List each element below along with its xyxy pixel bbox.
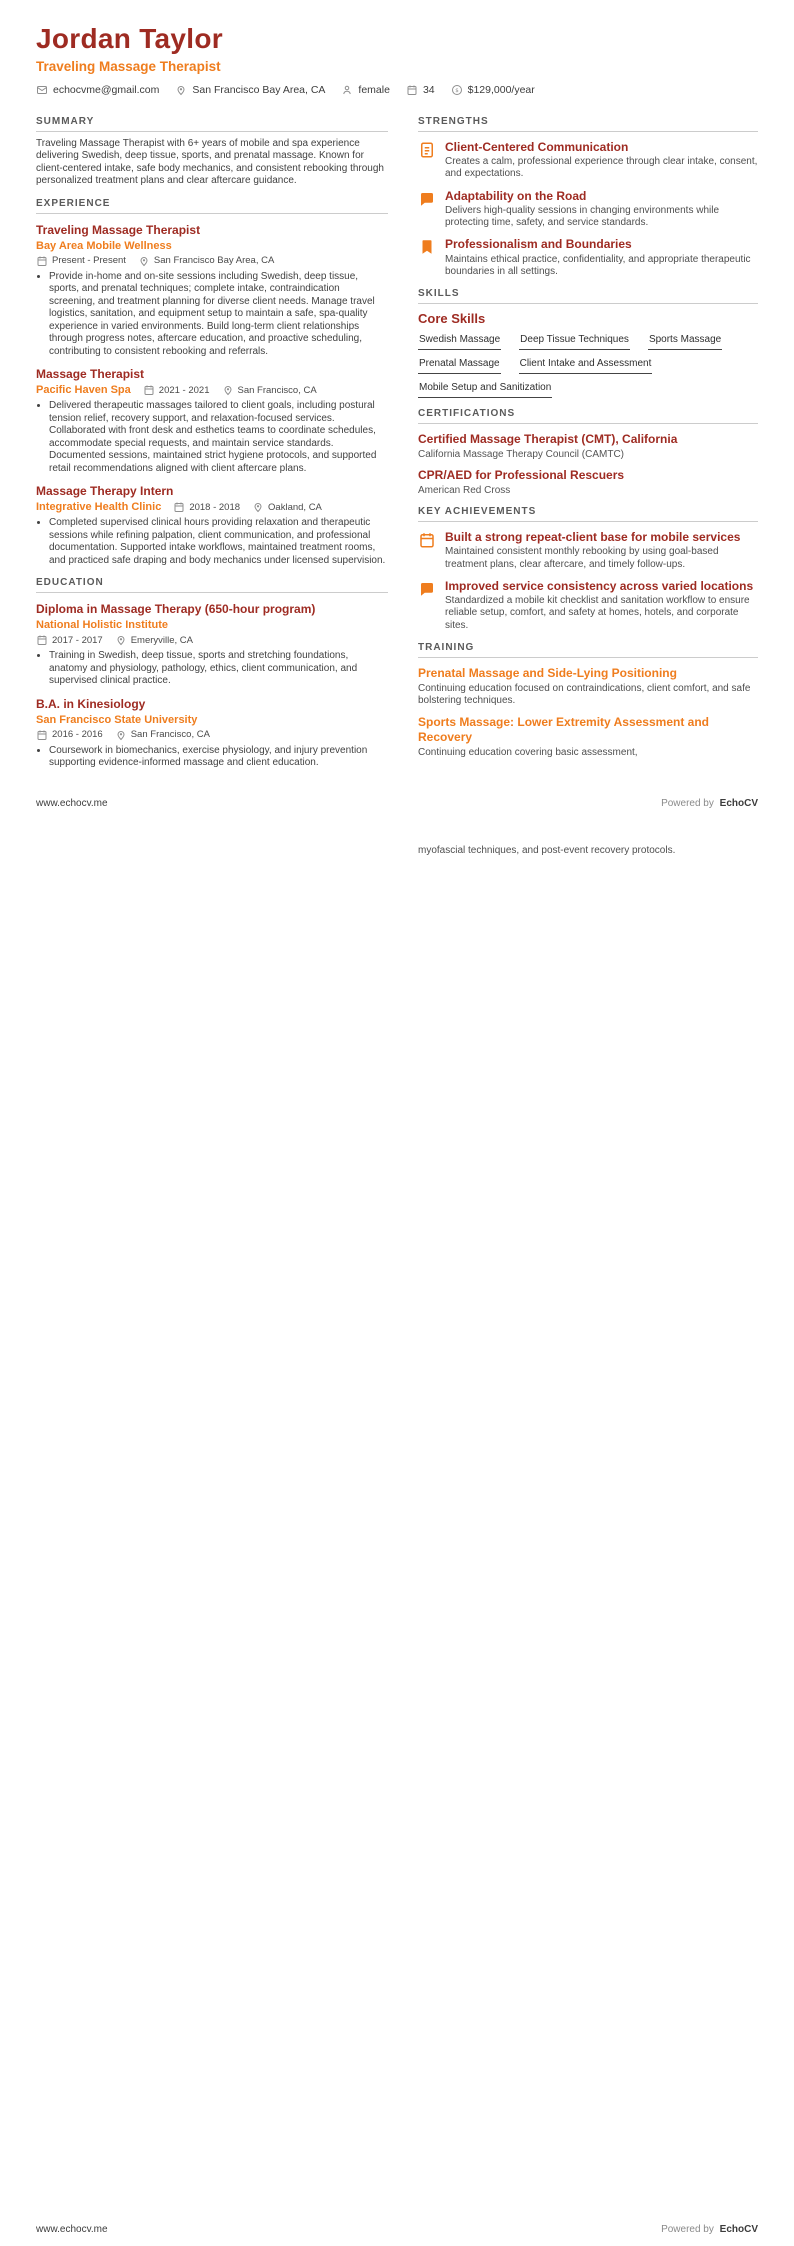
- candidate-title: Traveling Massage Therapist: [36, 58, 221, 74]
- certifications-heading: CERTIFICATIONS: [418, 408, 758, 424]
- certification-issuer: American Red Cross: [418, 485, 511, 497]
- experience-item: [36, 367, 388, 475]
- skills-group-title: Core Skills: [418, 311, 486, 327]
- calendar-icon: [406, 84, 418, 96]
- company-name: Bay Area Mobile Wellness: [36, 239, 172, 252]
- strength-desc: Creates a calm, professional experience through clear intake, consent, and expectations.: [445, 156, 758, 180]
- location-pin-icon: [138, 255, 150, 267]
- contact-salary-text: $129,000/year: [467, 83, 535, 96]
- degree-title: B.A. in Kinesiology: [36, 696, 146, 711]
- experience-heading: EXPERIENCE: [36, 198, 388, 214]
- training-desc: Continuing education focused on contraindications, client comfort, and safe bolstering techniques.: [418, 682, 751, 706]
- calendar-check-icon: [418, 530, 436, 571]
- contact-email[interactable]: [36, 84, 159, 96]
- job-title: Traveling Massage Therapist: [36, 222, 201, 237]
- education-item: [36, 602, 388, 688]
- school-name: National Holistic Institute: [36, 619, 169, 632]
- achievement-title: Improved service consistency across varied locations: [445, 578, 754, 593]
- achievement-title: Built a strong repeat-client base for mobile services: [445, 530, 741, 545]
- candidate-name: Jordan Taylor: [36, 23, 223, 54]
- contact-age: [406, 84, 435, 96]
- company-name: Integrative Health Clinic: [36, 501, 162, 514]
- brand-link[interactable]: EchoCV: [719, 2224, 758, 2235]
- bookmark-icon: [418, 237, 436, 278]
- skills-heading: SKILLS: [418, 288, 758, 304]
- job-title: Massage Therapy Intern: [36, 484, 174, 499]
- section-strengths: [418, 116, 758, 278]
- section-training: [418, 642, 758, 760]
- contact-location-text: San Francisco Bay Area, CA: [192, 83, 326, 96]
- chat-bubble-icon: [418, 189, 436, 230]
- education-bullet: • Training in Swedish, deep tissue, sports and stretching foundations, anatomy and physiology, pathology, ethics, client communication, and supervised clinical practice.: [49, 650, 388, 688]
- achievement-body: [445, 530, 758, 571]
- calendar-icon: [36, 255, 48, 267]
- contact-row: [36, 84, 758, 96]
- job-bullets: [36, 517, 388, 567]
- training-title: Prenatal Massage and Side-Lying Positioning: [418, 665, 677, 680]
- experience-item: [36, 484, 388, 567]
- contact-salary: [451, 84, 535, 96]
- contact-gender-text: female: [358, 83, 390, 96]
- job-bullet: • Provide in-home and on-site sessions including Swedish, deep tissue, sports, and prenatal techniques; complete intake, contraindication screening, and treatment planning for diverse client needs. Manage travel logistics, sanitation, and equipment setup to maintain a safe, spa-quality experience in varied environments. Build long-term client relationships through progress notes, aftercare education, and proactive scheduling, contributing to consistent rebooking and referrals.: [49, 271, 388, 359]
- location-pin-icon: [175, 84, 187, 96]
- contact-gender: [341, 84, 390, 96]
- resume-header: [36, 24, 758, 96]
- school-name: San Francisco State University: [36, 713, 198, 726]
- calendar-icon: [143, 384, 155, 396]
- dollar-icon: [451, 84, 463, 96]
- experience-item: [36, 223, 388, 359]
- job-location-text: San Francisco, CA: [237, 384, 317, 396]
- site-link[interactable]: www.echocv.me: [36, 798, 108, 809]
- section-certifications: [418, 408, 758, 496]
- page-footer: [36, 798, 758, 809]
- skill-tag: Prenatal Massage: [418, 358, 501, 374]
- strength-desc: Maintains ethical practice, confidentiality, and appropriate therapeutic boundaries in all settings.: [445, 253, 751, 277]
- certification-issuer: California Massage Therapy Council (CAMTC): [418, 449, 624, 461]
- job-location-text: San Francisco Bay Area, CA: [153, 255, 275, 267]
- location-pin-icon: [115, 634, 127, 646]
- achievements-heading: KEY ACHIEVEMENTS: [418, 506, 758, 522]
- certification-title: Certified Massage Therapist (CMT), California: [418, 432, 678, 447]
- education-bullet: • Coursework in biomechanics, exercise physiology, and injury prevention supporting evidence-informed massage and client education.: [49, 745, 388, 770]
- email-icon: [36, 84, 48, 96]
- education-subline: [36, 619, 388, 646]
- training-desc: Continuing education covering basic assessment,: [418, 747, 638, 759]
- job-dates-text: Present - Present: [52, 255, 126, 267]
- summary-text: Traveling Massage Therapist with 6+ years of mobile and spa experience delivering Swedish, deep tissue, sports, and prenatal massage. Known for client-centered intake, safe body mechanics, and consistent rebooking through personalized treatment plans and clear aftercare guidance.: [36, 137, 384, 187]
- skill-tag: Sports Massage: [648, 334, 722, 350]
- job-title: Massage Therapist: [36, 367, 145, 382]
- training-continuation: myofascial techniques, and post-event recovery protocols.: [418, 845, 676, 856]
- job-dates-text: 2021 - 2021: [158, 384, 210, 396]
- person-icon: [341, 84, 353, 96]
- certification-title: CPR/AED for Professional Rescuers: [418, 468, 625, 483]
- powered-by-label: Powered by: [661, 2224, 714, 2235]
- strength-item: [418, 237, 758, 278]
- brand-link[interactable]: EchoCV: [719, 798, 758, 809]
- section-experience: [36, 198, 388, 568]
- job-location: [138, 255, 274, 267]
- location-pin-icon: [252, 501, 264, 513]
- strength-body: [445, 140, 758, 181]
- strength-title: Adaptability on the Road: [445, 188, 587, 203]
- contact-location: [175, 84, 325, 96]
- job-bullets: [36, 271, 388, 359]
- strengths-heading: STRENGTHS: [418, 116, 758, 132]
- education-bullets: [36, 745, 388, 770]
- education-heading: EDUCATION: [36, 577, 388, 593]
- job-bullets: [36, 400, 388, 475]
- degree-title: Diploma in Massage Therapy (650-hour program): [36, 602, 316, 617]
- powered-by: [661, 798, 758, 809]
- education-dates-text: 2016 - 2016: [52, 729, 103, 741]
- education-subline: [36, 714, 388, 741]
- right-column: [418, 106, 758, 760]
- strength-desc: Delivers high-quality sessions in changing environments while protecting time, safety, and service standards.: [445, 204, 720, 229]
- strength-title: Professionalism and Boundaries: [445, 237, 632, 252]
- job-location: [222, 384, 317, 396]
- skill-tag: Deep Tissue Techniques: [519, 334, 630, 350]
- contact-age-text: 34: [422, 83, 435, 96]
- job-dates: [173, 501, 240, 513]
- company-name: Pacific Haven Spa: [36, 384, 131, 397]
- certification-item: [418, 468, 758, 496]
- calendar-icon: [36, 729, 48, 741]
- training-item: [418, 715, 758, 759]
- section-summary: [36, 116, 388, 188]
- contact-email-text: echocvme@gmail.com: [53, 83, 160, 96]
- skill-tag: Swedish Massage: [418, 334, 501, 350]
- certification-item: [418, 432, 758, 460]
- strength-body: [445, 189, 758, 230]
- achievement-item: [418, 530, 758, 571]
- strength-title: Client-Centered Communication: [445, 139, 629, 154]
- section-achievements: [418, 506, 758, 632]
- location-pin-icon: [115, 729, 127, 741]
- education-location-text: Emeryville, CA: [130, 634, 194, 646]
- education-location-text: San Francisco, CA: [130, 729, 210, 741]
- site-link[interactable]: www.echocv.me: [36, 2224, 108, 2235]
- skill-tag: Client Intake and Assessment: [519, 358, 653, 374]
- education-item: [36, 697, 388, 770]
- strength-item: [418, 140, 758, 181]
- page-footer: [36, 2224, 758, 2235]
- strength-body: [445, 237, 758, 278]
- location-pin-icon: [222, 384, 234, 396]
- achievement-desc: Standardized a mobile kit checklist and sanitation workflow to ensure reliable setup, comfort, and safety at homes, hotels, and corporate sites.: [445, 595, 750, 631]
- job-dates: [143, 384, 210, 396]
- section-education: [36, 577, 388, 770]
- training-heading: TRAINING: [418, 642, 758, 658]
- education-dates: [36, 729, 103, 741]
- section-skills: [418, 288, 758, 398]
- training-title: Sports Massage: Lower Extremity Assessment and Recovery: [418, 715, 709, 745]
- achievement-body: [445, 579, 758, 632]
- powered-by-label: Powered by: [661, 798, 714, 809]
- job-subline: [36, 384, 388, 396]
- education-bullets: [36, 650, 388, 688]
- job-subline: [36, 501, 388, 513]
- powered-by: [661, 2224, 758, 2235]
- job-dates: [36, 255, 126, 267]
- job-location-text: Oakland, CA: [268, 501, 322, 513]
- job-bullet: • Completed supervised clinical hours providing relaxation and therapeutic sessions while refining palpation, client communication, and professional documentation. Supported intake workflows, maintained treatment rooms, and practiced safe draping and body mechanics under licensed supervision.: [49, 517, 388, 567]
- job-subline: [36, 240, 388, 267]
- education-location: [115, 729, 210, 741]
- education-dates: [36, 634, 103, 646]
- skill-tag: Mobile Setup and Sanitization: [418, 382, 552, 398]
- strength-item: [418, 189, 758, 230]
- achievement-item: [418, 579, 758, 632]
- consent-form-icon: [418, 140, 436, 181]
- skill-tag-list: [418, 334, 758, 398]
- resume-body: [36, 106, 758, 770]
- chat-bubble-icon: [418, 579, 436, 632]
- training-item: [418, 666, 758, 707]
- job-location: [252, 501, 322, 513]
- summary-heading: SUMMARY: [36, 116, 388, 132]
- calendar-icon: [36, 634, 48, 646]
- education-dates-text: 2017 - 2017: [52, 634, 103, 646]
- job-dates-text: 2018 - 2018: [189, 501, 241, 513]
- job-bullet: • Delivered therapeutic massages tailored to client goals, including postural tension relief, recovery support, and relaxation-focused services. Collaborated with front desk and esthetics teams to coordinate schedules, accommodate special requests, and maintain service standards. Documented sessions, maintained strict hygiene protocols, and supported retail recommendations aligned with client aftercare plans.: [49, 400, 388, 475]
- left-column: [36, 106, 388, 770]
- education-location: [115, 634, 193, 646]
- calendar-icon: [173, 501, 185, 513]
- achievement-desc: Maintained consistent monthly rebooking by using goal-based treatment plans, clear aftercare, and timely follow-ups.: [445, 546, 719, 570]
